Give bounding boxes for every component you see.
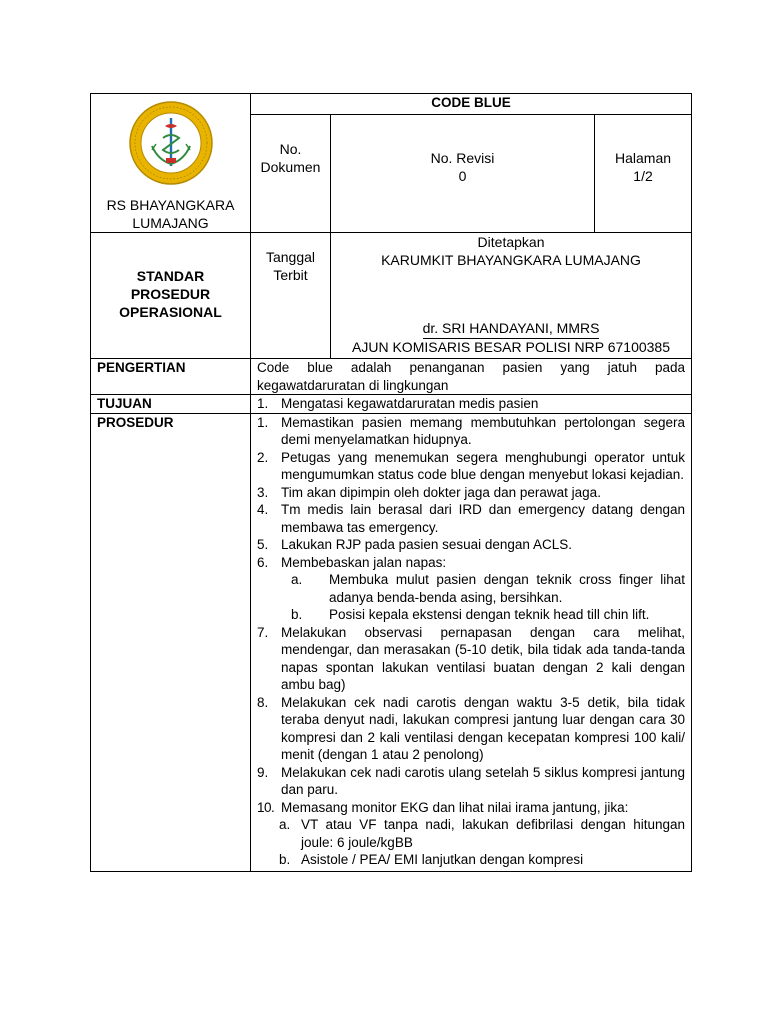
step-text: Melakukan observasi pernapasan dengan cara melihat, mendengar, dan merasakan (5-10 detik, bila tidak ada tanda-tanda napas spontan lakukan ventilasi buatan dengan 2 kali dengan ambu bag) xyxy=(281,624,686,692)
prosedur-step xyxy=(251,536,691,554)
tujuan-item-number: 1. xyxy=(257,396,269,411)
prosedur-substep xyxy=(251,606,691,624)
revision-label: No. Revisi xyxy=(430,150,495,167)
sop-table xyxy=(90,93,692,872)
prosedur-step xyxy=(251,624,691,694)
step-text: Tim akan dipimpin oleh dokter jaga dan perawat jaga. xyxy=(281,484,601,500)
substep-letter: a. xyxy=(291,572,303,587)
hospital-name-line2: LUMAJANG xyxy=(132,215,209,231)
prosedur-substep xyxy=(251,571,691,606)
prosedur-step xyxy=(251,554,691,572)
prosedur-step xyxy=(251,414,691,449)
substep-text: VT atau VF tanpa nadi, lakukan defibrilasi dengan hitungan joule: 6 joule/kgBB xyxy=(301,817,686,850)
page-cell xyxy=(595,115,692,233)
sop-document xyxy=(90,93,691,872)
substep-text: Asistole / PEA/ EMI lanjutkan dengan kompresi xyxy=(301,852,584,867)
tujuan-label: TUJUAN xyxy=(91,395,251,414)
prosedur-step xyxy=(251,694,691,764)
prosedur-substep xyxy=(251,816,691,851)
sop-title-line1: STANDAR xyxy=(136,268,205,284)
step-number: 1. xyxy=(257,414,269,430)
revision-value: 0 xyxy=(458,167,467,184)
approval-label: Ditetapkan xyxy=(477,234,545,250)
step-number: 4. xyxy=(257,502,269,517)
issued-date-label-2: Terbit xyxy=(273,266,308,283)
substep-letter: a. xyxy=(279,817,291,832)
prosedur-substep xyxy=(251,851,691,869)
sop-title-line2: PROSEDUR xyxy=(130,286,211,302)
step-number: 5. xyxy=(257,537,269,552)
step-text: Membebaskan jalan napas: xyxy=(281,554,447,570)
step-text: Tm medis lain berasal dari IRD dan emergency datang dengan membawa tas emergency. xyxy=(281,502,686,535)
step-text: Petugas yang menemukan segera menghubungi operator untuk mengumumkan status code blue dengan menyebut lokasi kejadian. xyxy=(281,449,686,482)
prosedur-step xyxy=(251,449,691,484)
page-value: 1/2 xyxy=(633,167,653,184)
substep-letter: b. xyxy=(291,607,303,622)
pengertian-cell xyxy=(251,359,692,395)
hospital-name xyxy=(107,196,235,232)
issued-date-label-1: Tanggal xyxy=(265,249,316,265)
step-number: 7. xyxy=(257,624,269,640)
document-number-label-1: No. xyxy=(279,141,302,158)
hospital-name-line1: RS BHAYANGKARA xyxy=(106,197,235,213)
substep-letter: b. xyxy=(279,852,291,867)
signer-rank: AJUN KOMISARIS BESAR POLISI NRP 67100385 xyxy=(352,338,671,355)
substep-text: Posisi kepala ekstensi dengan teknik head till chin lift. xyxy=(329,607,650,622)
step-text: Memasang monitor EKG dan lihat nilai irama jantung, jika: xyxy=(281,799,629,815)
step-text: Memastikan pasien memang membutuhkan pertolongan segera demi menyelamatkan hidupnya. xyxy=(281,414,686,447)
tujuan-item-text: Mengatasi kegawatdaruratan medis pasien xyxy=(281,396,539,411)
substep-text: Membuka mulut pasien dengan teknik cross finger lihat adanya benda-benda asing, bersihkan. xyxy=(329,572,686,605)
prosedur-step xyxy=(251,764,691,799)
signer-name: dr. SRI HANDAYANI, MMRS xyxy=(423,320,600,339)
hospital-identity-cell xyxy=(91,94,251,233)
prosedur-label: PROSEDUR xyxy=(91,413,251,871)
sop-title-line3: OPERASIONAL xyxy=(119,304,222,320)
approval-authority: KARUMKIT BHAYANGKARA LUMAJANG xyxy=(381,251,641,268)
pengertian-label: PENGERTIAN xyxy=(91,359,251,395)
step-number: 2. xyxy=(257,449,269,465)
step-text: Lakukan RJP pada pasien sesuai dengan ACLS. xyxy=(281,537,572,552)
step-number: 10. xyxy=(257,799,275,815)
hospital-logo xyxy=(128,100,214,186)
step-text: Melakukan cek nadi carotis dengan waktu 3-5 detik, bila tidak teraba denyut nadi, lakukan compresi jantung luar dengan cara 30 kompresi dan 2 kali ventilasi dengan kecepatan kompresi 100 kali/ menit (dengan 1 atau 2 penolong) xyxy=(281,694,686,762)
prosedur-step xyxy=(251,501,691,536)
tujuan-item xyxy=(251,395,691,413)
pengertian-text: Code blue adalah penanganan pasien yang jatuh pada kegawatdaruratan di lingkungan xyxy=(257,360,686,393)
sop-title-cell xyxy=(91,233,251,359)
document-number-label-2: Dokumen xyxy=(260,158,321,175)
revision-cell xyxy=(331,115,595,233)
document-number-cell xyxy=(251,115,331,233)
document-title: CODE BLUE xyxy=(251,94,692,115)
step-number: 3. xyxy=(257,484,269,500)
step-number: 9. xyxy=(257,764,269,780)
tujuan-cell xyxy=(251,395,692,414)
approval-cell xyxy=(331,233,692,359)
issued-date-cell xyxy=(251,233,331,359)
prosedur-step xyxy=(251,799,691,817)
page-label: Halaman xyxy=(615,150,672,167)
step-number: 8. xyxy=(257,694,269,710)
step-text: Melakukan cek nadi carotis ulang setelah 5 siklus kompresi jantung dan paru. xyxy=(281,764,686,797)
prosedur-cell xyxy=(251,413,692,871)
prosedur-step xyxy=(251,484,691,502)
step-number: 6. xyxy=(257,554,269,570)
